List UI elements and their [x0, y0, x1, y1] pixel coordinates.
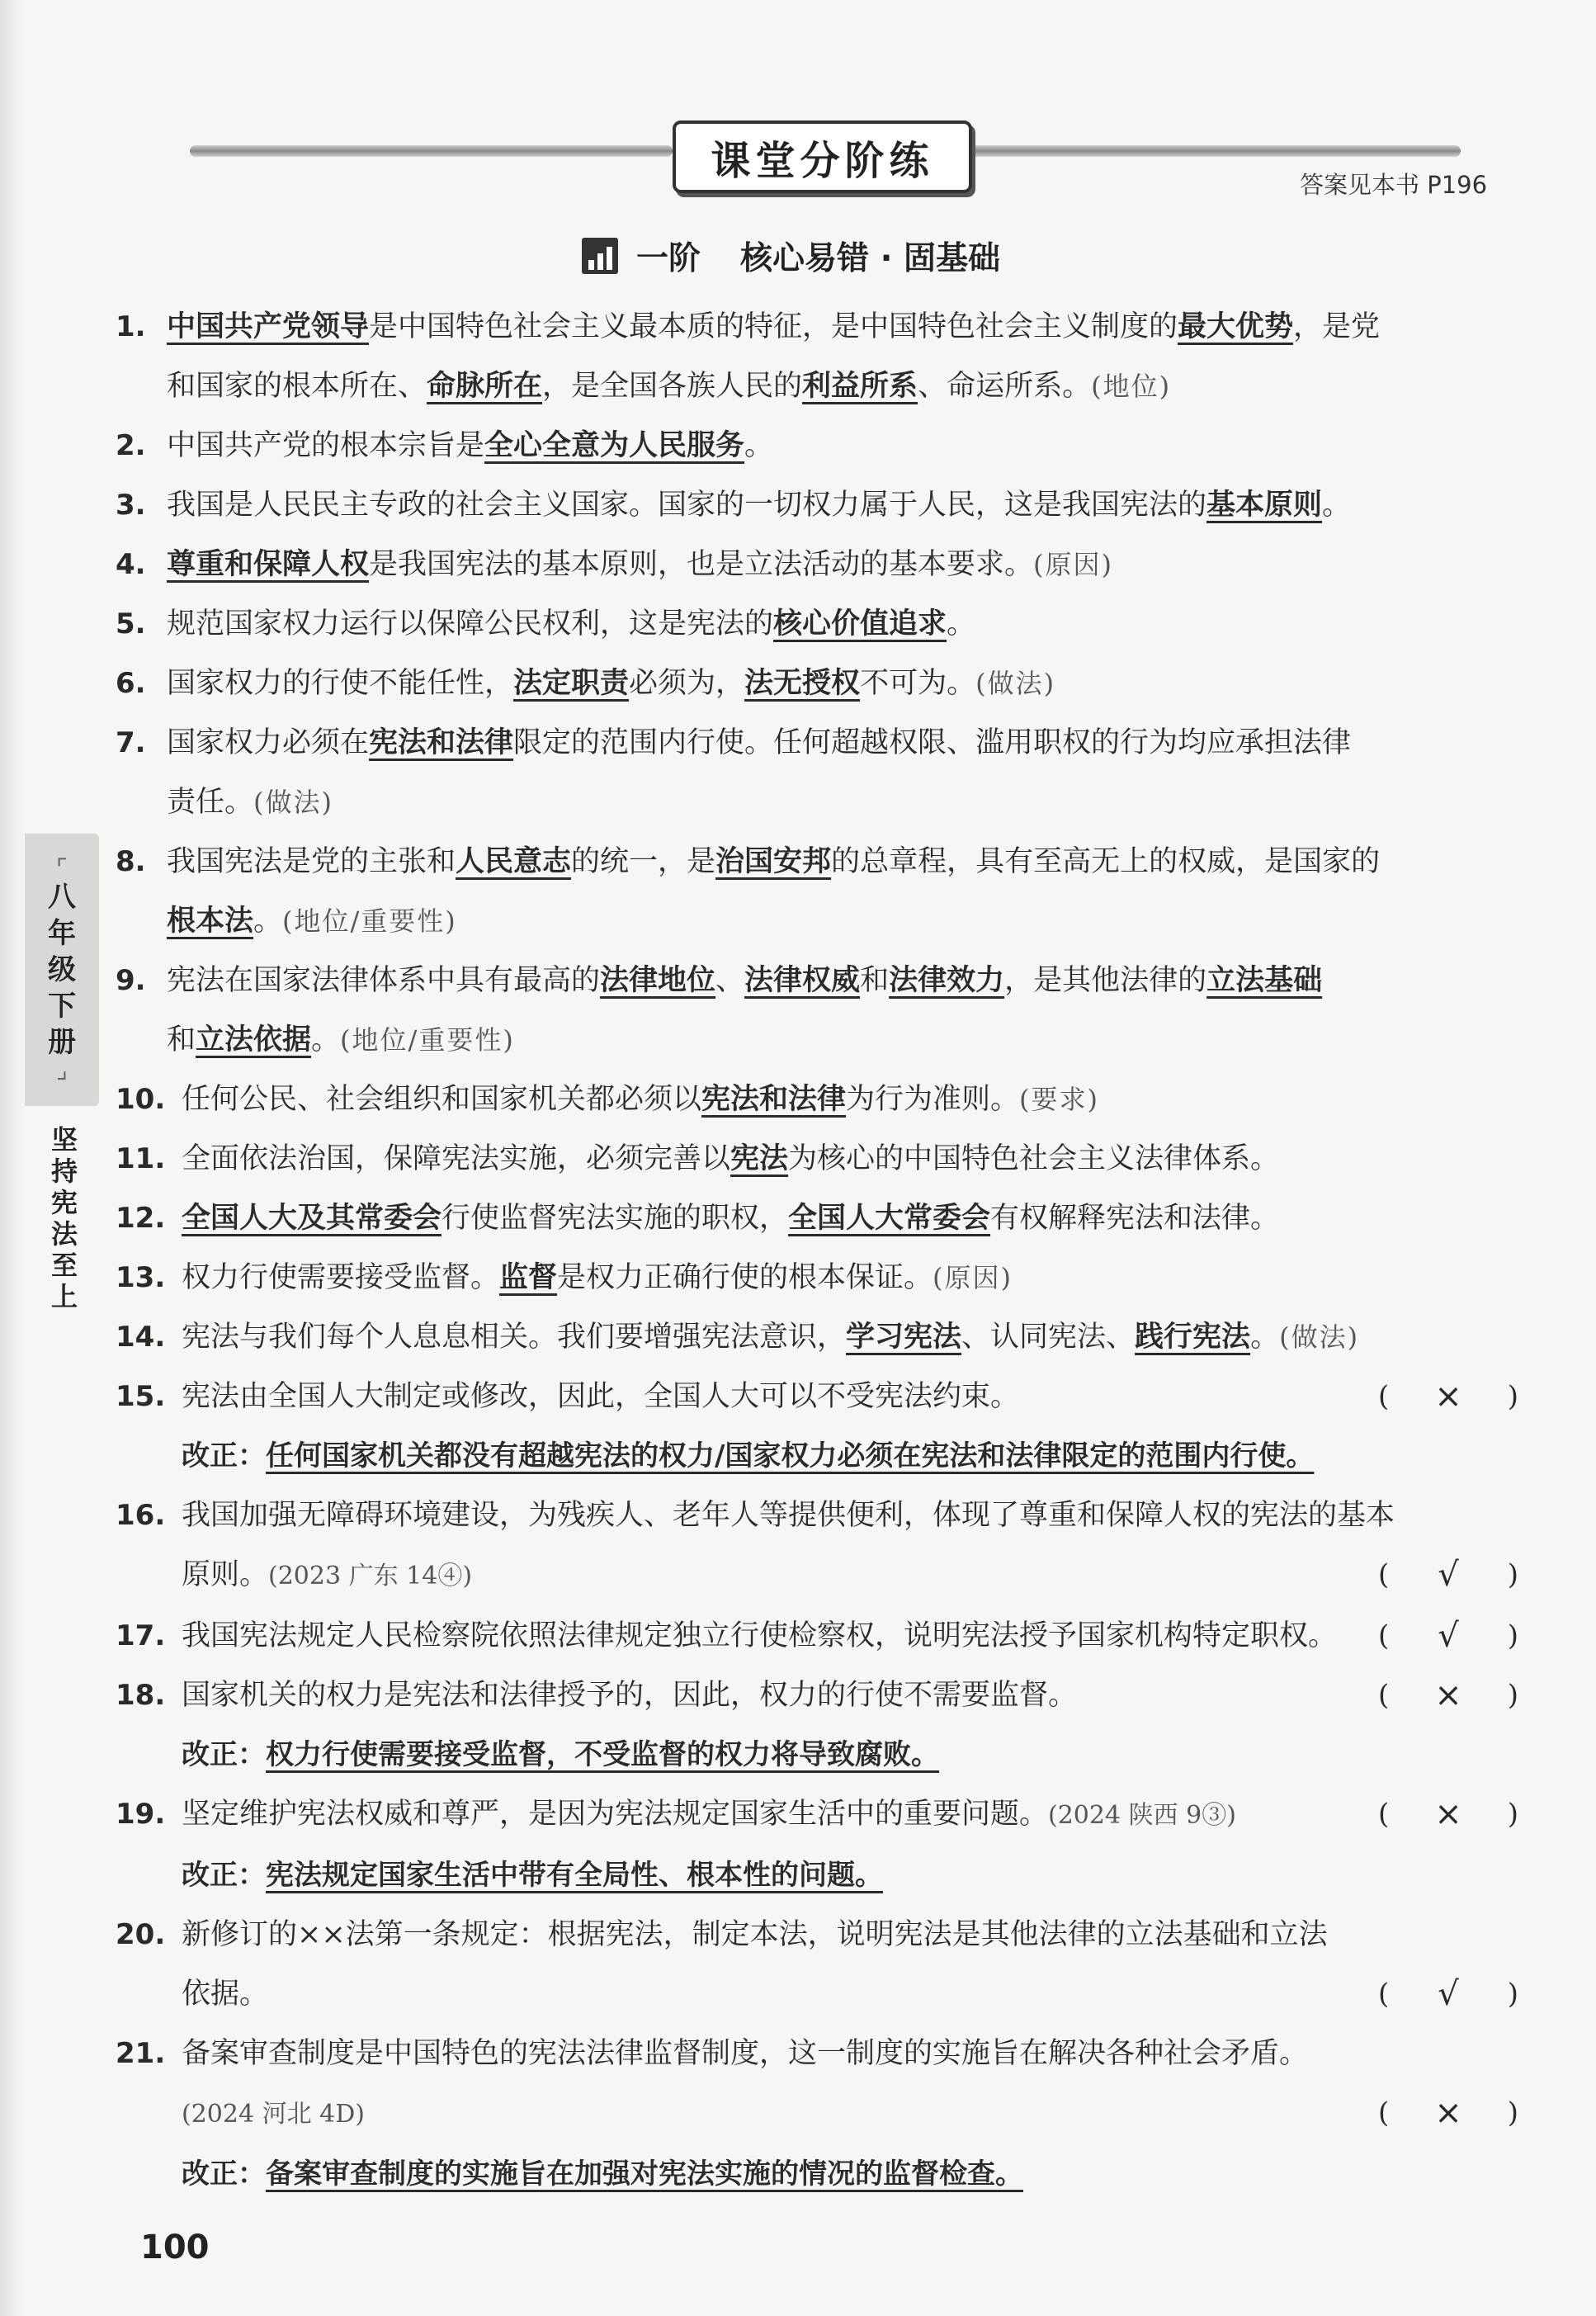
chapter-label: 坚 持 宪 法 至 上 [50, 1124, 78, 1312]
cross-icon: × [1434, 1378, 1462, 1416]
grade-tab: ⌜ 八 年 级 下 册 ⌟ [25, 834, 99, 1106]
section-level: 一阶 [636, 240, 701, 277]
section-topic: 核心易错 · 固基础 [740, 240, 1000, 277]
question-18: 18. 国家机关的权力是宪法和法律授予的，因此，权力的行使不需要监督。 ( × ) 改正：权力行使需要接受监督，不受监督的权力将导致腐败。 [116, 1666, 1518, 1784]
question-list [116, 297, 1518, 2204]
question-15: 15. 宪法由全国人大制定或修改，因此，全国人大可以不受宪法约束。 ( × ) 改正：任何国家机关都没有超越宪法的权力/国家权力必须在宪法和法律限定的范围内行使。 [116, 1367, 1518, 1486]
question-11: 11. 全面依法治国，保障宪法实施，必须完善以宪法为核心的中国特色社会主义法律体系。 [116, 1142, 1280, 1175]
question-13: 13. 权力行使需要接受监督。监督是权力正确行使的根本保证。(原因) [116, 1261, 1013, 1294]
question-7: 7. 国家权力必须在宪法和法律限定的范围内行使。任何超越权限、滥用职权的行为均应承担法律 责任。(做法) [116, 726, 1352, 819]
page-number: 100 [140, 2229, 210, 2266]
cross-icon: × [1434, 1795, 1462, 1833]
judge-mark: ( × ) [1378, 1784, 1518, 1844]
question-12: 12. 全国人大及其常委会行使监督宪法实施的职权，全国人大常委会有权解释宪法和法律。 [116, 1202, 1280, 1235]
question-19: 19. 坚定维护宪法权威和尊严，是因为宪法规定国家生活中的重要问题。(2024 陕西 9③) ( × ) 改正：宪法规定国家生活中带有全局性、根本性的问题。 [116, 1784, 1518, 1905]
question-1: 1. 中国共产党领导是中国特色社会主义最本质的特征，是中国特色社会主义制度的最大优势，是党 和国家的根本所在、命脉所在，是全国各族人民的利益所系、命运所系。(地位) [116, 310, 1381, 403]
question-9: 9. 宪法在国家法律体系中具有最高的法律地位、法律权威和法律效力，是其他法律的立法基础 和立法依据。(地位/重要性) [116, 964, 1323, 1056]
check-icon: √ [1438, 1556, 1459, 1594]
title-rule-left [190, 145, 673, 157]
question-5: 5. 规范国家权力运行以保障公民权利，这是宪法的核心价值追求。 [116, 607, 976, 640]
judge-mark: ( × ) [1378, 2083, 1518, 2143]
question-3: 3. 我国是人民民主专政的社会主义国家。国家的一切权力属于人民，这是我国宪法的基本原则。 [116, 489, 1352, 522]
question-6: 6. 国家权力的行使不能任性，法定职责必须为，法无授权不可为。(做法) [116, 667, 1056, 700]
page-title: 课堂分阶练 [673, 121, 972, 193]
check-icon: √ [1438, 1617, 1459, 1655]
question-14: 14. 宪法与我们每个人息息相关。我们要增强宪法意识，学习宪法、认同宪法、践行宪法。(做法) [116, 1321, 1360, 1354]
grade-char: 八 [48, 881, 76, 914]
question-2: 2. 中国共产党的根本宗旨是全心全意为人民服务。 [116, 429, 774, 462]
check-icon: √ [1438, 1975, 1459, 2013]
grade-char: 下 [48, 990, 76, 1023]
grade-char: 册 [48, 1026, 76, 1059]
question-20: 20. 新修订的××法第一条规定：根据宪法，制定本法，说明宪法是其他法律的立法基础和立法 依据。 ( √ ) [116, 1905, 1518, 2024]
title-rule-right [966, 145, 1461, 157]
bar-chart-icon [582, 238, 618, 274]
answer-reference: 答案见本书 P196 [1300, 171, 1488, 199]
cross-icon: × [1434, 1676, 1462, 1714]
page-gutter [0, 0, 25, 2316]
question-21: 21. 备案审查制度是中国特色的宪法法律监督制度，这一制度的实施旨在解决各种社会矛盾。 (2024 河北 4D) ( × ) 改正：备案审查制度的实施旨在加强对宪法实施的情况的监督检查。 [116, 2037, 1518, 2191]
question-10: 10. 任何公民、社会组织和国家机关都必须以宪法和法律为行为准则。(要求) [116, 1083, 1100, 1116]
question-4: 4. 尊重和保障人权是我国宪法的基本原则，也是立法活动的基本要求。(原因) [116, 548, 1114, 581]
question-8: 8. 我国宪法是党的主张和人民意志的统一，是治国安邦的总章程，具有至高无上的权威，是国家的 根本法。(地位/重要性) [116, 845, 1381, 938]
question-17: 17. 我国宪法规定人民检察院依照法律规定独立行使检察权，说明宪法授予国家机构特定职权。 ( √ ) [116, 1606, 1518, 1666]
judge-mark: ( √ ) [1378, 1964, 1518, 2024]
grade-char: 年 [48, 917, 76, 950]
judge-mark: ( × ) [1378, 1367, 1518, 1426]
grade-char: 级 [48, 953, 76, 986]
judge-mark: ( √ ) [1378, 1606, 1518, 1666]
judge-mark: ( × ) [1378, 1666, 1518, 1725]
section-heading [582, 231, 1000, 281]
judge-mark: ( √ ) [1378, 1545, 1518, 1605]
cross-icon: × [1434, 2094, 1462, 2132]
question-16: 16. 我国加强无障碍环境建设，为残疾人、老年人等提供便利，体现了尊重和保障人权的宪法的基本 原则。(2023 广东 14④) ( √ ) [116, 1486, 1518, 1606]
